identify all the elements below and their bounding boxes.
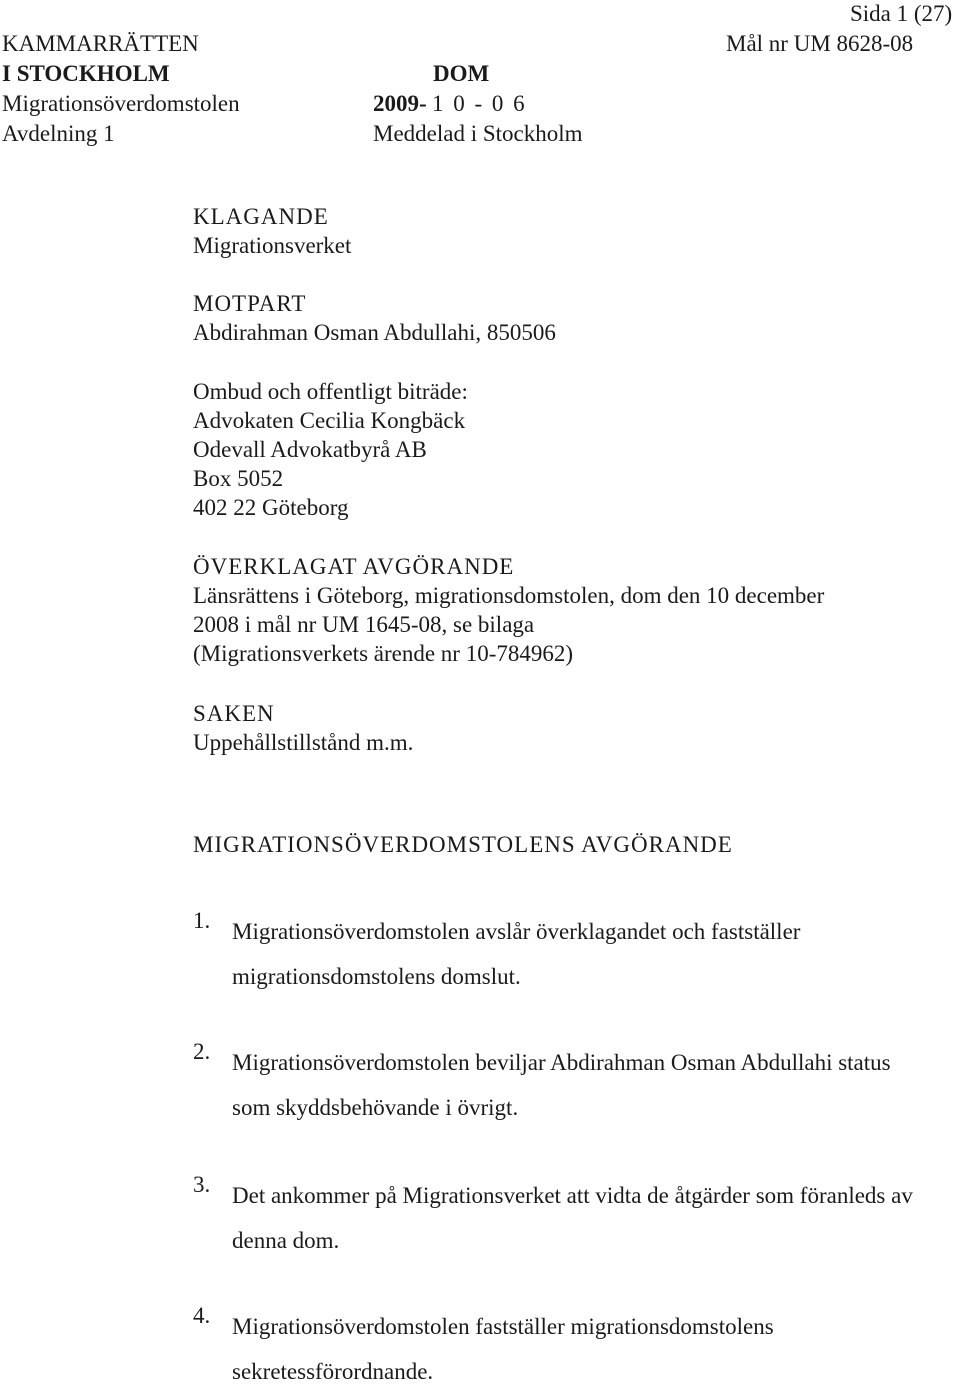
announcement-place: Meddelad i Stockholm xyxy=(373,121,583,146)
klagande-section xyxy=(193,205,351,263)
decision-item-text: Migrationsöverdomstolen fastställer migrationsdomstolens sekretessförordnande. xyxy=(232,1314,774,1384)
saken-heading: SAKEN xyxy=(193,701,275,726)
decision-item-number: 4. xyxy=(193,1303,211,1328)
court-name: KAMMARRÄTTEN xyxy=(2,31,199,56)
decision-item-text: Det ankommer på Migrationsverket att vidta de åtgärder som föranleds av denna dom. xyxy=(232,1183,913,1253)
motpart-name: Abdirahman Osman Abdullahi, 850506 xyxy=(193,320,556,345)
overklagat-line: Länsrättens i Göteborg, migrationsdomstolen, dom den 10 december xyxy=(193,583,825,608)
decision-item-number: 1. xyxy=(193,908,211,933)
decision-date-year: 2009- xyxy=(373,91,427,116)
ombud-section xyxy=(193,380,468,525)
decision-item-text: Migrationsöverdomstolen beviljar Abdirahman Osman Abdullahi status som skyddsbehövande i övrigt. xyxy=(232,1050,891,1120)
ombud-line: Box 5052 xyxy=(193,466,284,491)
ombud-label: Ombud och offentligt biträde: xyxy=(193,379,468,404)
saken-text: Uppehållstillstånd m.m. xyxy=(193,730,414,755)
document-type: DOM xyxy=(433,61,490,86)
motpart-heading: MOTPART xyxy=(193,291,307,316)
case-number: Mål nr UM 8628-08 xyxy=(726,31,914,56)
overklagat-line: 2008 i mål nr UM 1645-08, se bilaga xyxy=(193,612,535,637)
court-city: I STOCKHOLM xyxy=(2,61,170,86)
decision-item-number: 3. xyxy=(193,1172,211,1197)
decision-date-rest: 1 0 - 0 6 xyxy=(432,91,527,116)
decision-item-text: Migrationsöverdomstolen avslår överklagandet och fastställer migrationsdomstolens domslut. xyxy=(232,919,801,989)
decision-heading: MIGRATIONSÖVERDOMSTOLENS AVGÖRANDE xyxy=(193,832,733,857)
court-section: Avdelning 1 xyxy=(2,121,115,146)
overklagat-line: (Migrationsverkets ärende nr 10-784962) xyxy=(193,641,574,666)
overklagat-heading: ÖVERKLAGAT AVGÖRANDE xyxy=(193,554,515,579)
klagande-heading: KLAGANDE xyxy=(193,204,329,229)
motpart-section xyxy=(193,292,556,350)
decision-item-number: 2. xyxy=(193,1039,211,1064)
ombud-line: Advokaten Cecilia Kongbäck xyxy=(193,408,466,433)
ombud-line: 402 22 Göteborg xyxy=(193,495,349,520)
court-division: Migrationsöverdomstolen xyxy=(2,91,240,116)
ombud-line: Odevall Advokatbyrå AB xyxy=(193,437,427,462)
saken-section xyxy=(193,702,413,760)
klagande-name: Migrationsverket xyxy=(193,233,352,258)
page-number: Sida 1 (27) xyxy=(850,1,953,26)
overklagat-section xyxy=(193,555,824,671)
